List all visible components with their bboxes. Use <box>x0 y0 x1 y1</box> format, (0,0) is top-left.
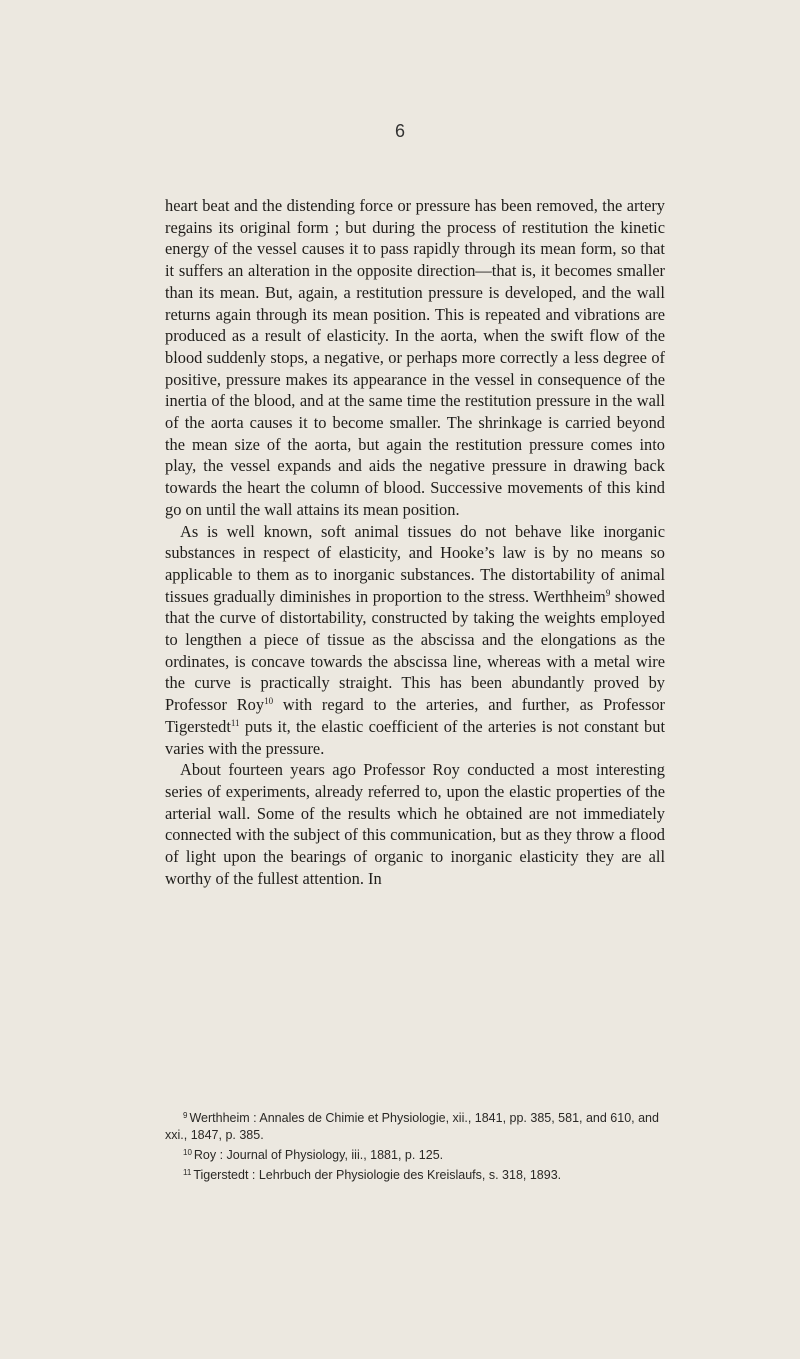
footnote-ref: 9 <box>605 587 611 598</box>
footnote <box>165 1107 675 1144</box>
page-number: 6 <box>394 121 405 141</box>
footnote-mark: 10 <box>183 1148 192 1157</box>
footnote-text: Werthheim : Annales de Chimie et Physiologie, xii., 1841, pp. 385, 581, and 610, and xxi., 1847, p. 385. <box>165 1111 659 1142</box>
footnotes <box>165 1107 675 1184</box>
footnote-mark: 11 <box>183 1168 192 1177</box>
paragraph <box>165 521 665 760</box>
body-text <box>165 195 665 890</box>
paragraph <box>165 759 665 889</box>
paragraph-text: with regard to the arteries, and further, as Professor Tigerstedt <box>165 695 665 736</box>
paragraph-text: puts it, the elastic coefficient of the arteries is not constant but varies with the pressure. <box>165 716 665 758</box>
footnote <box>165 1144 675 1164</box>
footnote-text: Roy : Journal of Physiology, iii., 1881, p. 125. <box>193 1148 444 1162</box>
footnote-ref: 10 <box>264 696 274 707</box>
footnote-text: Tigerstedt : Lehrbuch der Physiologie des Kreislaufs, s. 318, 1893. <box>193 1168 562 1182</box>
paragraph <box>165 195 665 521</box>
paragraph-text: About fourteen years ago Professor Roy conducted a most interesting series of experiments, already referred to, upon the elastic properties of the arterial wall. Some of the results which he obtained are not immediately connected with the subject of this communication, but as they throw a flood of light upon the bearings of organic to inorganic elasticity they are all worthy of the fullest attention. In <box>165 760 665 888</box>
footnote-ref: 11 <box>230 717 240 728</box>
paragraph-text: heart beat and the distending force or pressure has been removed, the artery regains its original form ; but during the process of restitution the kinetic energy of the vessel causes it to pass rapidly through its mean form, so that it suffers an alteration in the opposite direction—that is, it becomes smaller than its mean. But, again, a restitution pressure is developed, and the wall returns again through its mean position. This is repeated and vibrations are produced as a result of elasticity. In the aorta, when the swift flow of the blood suddenly stops, a negative, or perhaps more correctly a less degree of positive, pressure makes its appearance in the vessel in consequence of the inertia of the blood, and at the same time the restitution pressure in the wall of the aorta causes it to become smaller. The shrinkage is carried beyond the mean size of the aorta, but again the restitution pressure comes into play, the vessel expands and aids the negative pressure in drawing back towards the heart the column of blood. Successive movements of this kind go on until the wall attains its mean position. <box>165 196 665 519</box>
paragraph-text: As is well known, soft animal tissues do not behave like inorganic substances in respect of elasticity, and Hooke’s law is by no means so applicable to them as to inorganic substances. The distortability of animal tissues gradually diminishes in proportion to the stress. Werthheim <box>165 521 665 606</box>
paragraph-text: showed that the curve of distortability, constructed by taking the weights employed to lengthen a piece of tissue as the abscissa and the elongations as the ordinates, is concave towards the abscissa line, whereas with a metal wire the curve is practically straight. This has been abundantly proved by Professor Roy <box>165 586 665 715</box>
footnote-mark: 9 <box>183 1111 188 1120</box>
footnote <box>165 1164 675 1184</box>
